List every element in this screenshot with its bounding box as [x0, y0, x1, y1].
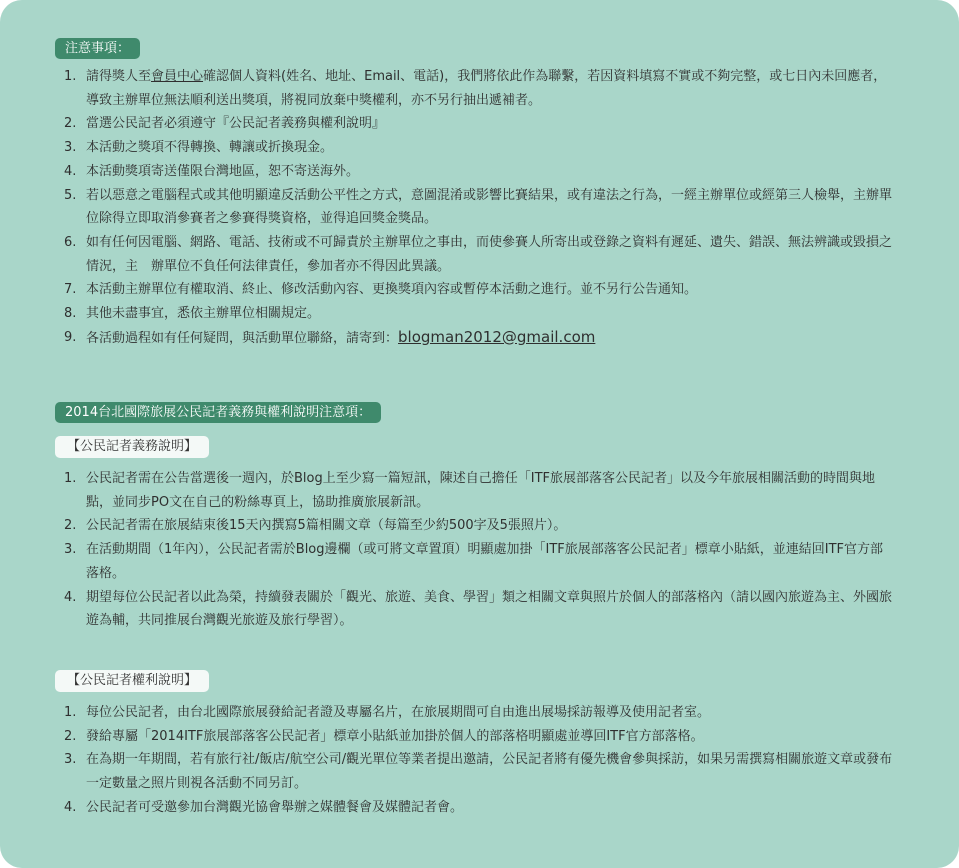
notice-header: 注意事項： [55, 38, 140, 59]
item-text: 公民記者可受邀參加台灣觀光協會舉辦之媒體餐會及媒體記者會。 [86, 799, 464, 815]
item-text: 如有任何因電腦、網路、電話、技術或不可歸責於主辦單位之事由，而使參賽人所寄出或登錄之資料有遲延、遺失、錯誤、無法辨識或毀損之情況，主 辦單位不負任何法律責任，參加者亦不得因此異議。 [86, 234, 893, 274]
item-text: 各活動過程如有任何疑問，與活動單位聯絡，請寄到： [86, 330, 399, 346]
item-number: 1. [64, 69, 77, 84]
right-item [64, 748, 894, 795]
item-text: 期望每位公民記者以此為榮，持續發表關於「觀光、旅遊、美食、學習」類之相關文章與照片於個人的部落格內（請以國內旅遊為主、外國旅遊為輔，共同推展台灣觀光旅遊及旅行學習）。 [86, 589, 893, 629]
item-text: 當選公民記者必須遵守『公民記者義務與權利說明』 [86, 116, 386, 132]
duties-header: 【公民記者義務說明】 [55, 436, 209, 458]
item-number: 2. [64, 518, 77, 534]
item-text: 每位公民記者，由台北國際旅展發給記者證及專屬名片，在旅展期間可自由進出展場採訪報導及使用記者室。 [86, 705, 711, 720]
item-number: 9. [64, 329, 77, 345]
item-number: 1. [64, 705, 77, 720]
item-number: 4. [64, 589, 77, 605]
item-text: 其他未盡事宜，悉依主辦單位相關規定。 [86, 306, 321, 322]
duty-item [64, 538, 894, 585]
item-text: 確認個人資料(姓名、地址、Email、電話)，我們將依此作為聯繫，若因資料填寫不實或不夠完整，或七日內未回應者，導致主辦單位無法順利送出獎項，將視同放棄中獎權利，亦不另行抽出遞補者。 [86, 69, 887, 108]
duties-list [64, 467, 894, 633]
notice-item [64, 136, 894, 160]
item-text: 公民記者需在旅展結束後15天內撰寫5篇相關文章（每篇至少約500字及5張照片）。 [86, 518, 567, 534]
duty-item [64, 514, 894, 538]
notice-item [64, 231, 894, 278]
item-number: 2. [64, 728, 77, 744]
item-text: 公民記者需在公告當選後一週內，於Blog上至少寫一篇短訊，陳述自己擔任「ITF旅展部落客公民記者」以及今年旅展相關活動的時間與地點，並同步PO文在自己的粉絲專頁上，協助推廣旅展新訊。 [86, 471, 875, 510]
right-item [64, 796, 894, 820]
item-text: 在為期一年期間，若有旅行社/飯店/航空公司/觀光單位等業者提出邀請，公民記者將有優先機會參與採訪，如果另需撰寫相關旅遊文章或發布一定數量之照片則視各活動不同另訂。 [86, 752, 893, 792]
item-text: 本活動主辦單位有權取消、終止、修改活動內容、更換獎項內容或暫停本活動之進行。並不另行公告通知。 [86, 282, 698, 298]
member-center-link[interactable]: 會員中心 [151, 69, 204, 84]
item-text: 在活動期間（1年內），公民記者需於Blog邊欄（或可將文章置頂）明顯處加掛「ITF旅展部落客公民記者」標章小貼紙，並連結回ITF官方部落格。 [86, 542, 884, 581]
rights-list [64, 701, 894, 820]
item-text: 請得獎人至 [86, 69, 152, 84]
notice-item [64, 160, 894, 184]
item-text: 發給專屬「2014ITF旅展部落客公民記者」標章小貼紙並加掛於個人的部落格明顯處並導回ITF官方部落格。 [86, 728, 704, 744]
item-text: 本活動之獎項不得轉換、轉讓或折換現金。 [86, 140, 334, 156]
duty-item [64, 586, 894, 633]
notice-item [64, 278, 894, 302]
notice-item [64, 302, 894, 326]
item-number: 3. [64, 140, 77, 156]
rules-header: 2014台北國際旅展公民記者義務與權利說明注意項： [55, 402, 381, 423]
notice-item [64, 112, 894, 136]
item-number: 3. [64, 752, 77, 768]
notice-item [64, 326, 894, 351]
item-number: 5. [64, 187, 77, 203]
rights-header: 【公民記者權利說明】 [55, 670, 209, 692]
right-item [64, 701, 894, 725]
notice-item [64, 65, 894, 112]
item-text: 若以惡意之電腦程式或其他明顯違反活動公平性之方式，意圖混淆或影響比賽結果，或有違法之行為，一經主辦單位或經第三人檢舉，主辦單位除得立即取消參賽者之參賽得獎資格，並得追回獎金獎品。 [86, 187, 893, 227]
email-link[interactable]: blogman2012@gmail.com [398, 327, 596, 346]
item-number: 2. [64, 116, 77, 132]
notice-item [64, 184, 894, 231]
item-number: 4. [64, 799, 77, 815]
item-number: 8. [64, 306, 77, 322]
right-item [64, 725, 894, 749]
item-number: 7. [64, 282, 77, 298]
notice-list [64, 65, 894, 350]
item-number: 4. [64, 163, 77, 179]
item-number: 6. [64, 234, 77, 250]
duty-item [64, 467, 894, 514]
item-number: 3. [64, 542, 77, 558]
item-number: 1. [64, 471, 77, 486]
item-text: 本活動獎項寄送僅限台灣地區，恕不寄送海外。 [86, 163, 360, 179]
